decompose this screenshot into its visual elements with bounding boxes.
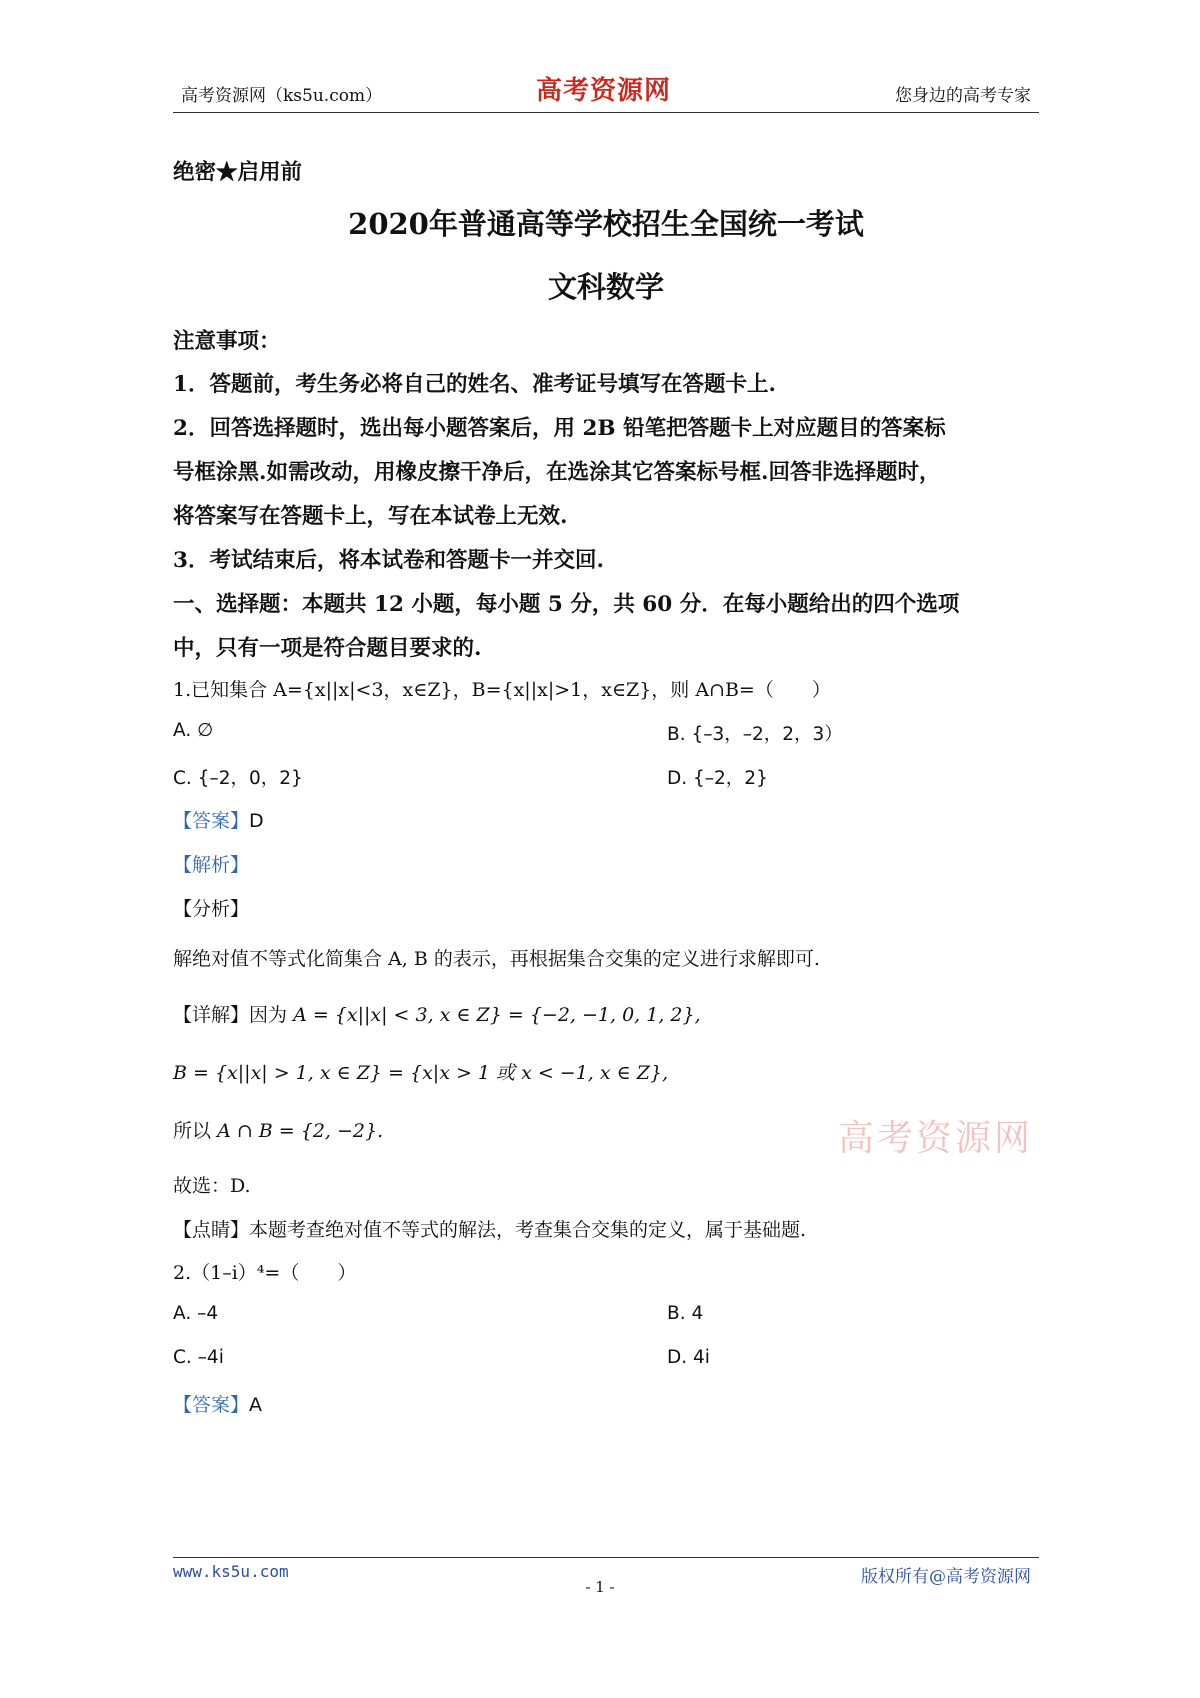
detail-formula-b: B = {x||x| > 1, x ∈ Z} = {x|x > 1 或 x < −1, x ∈ Z}, bbox=[173, 1062, 669, 1084]
watermark: 高考资源网 bbox=[838, 1118, 1034, 1159]
detail-prefix: 所以 bbox=[173, 1120, 212, 1142]
notice-line: 2．回答选择题时，选出每小题答案后，用 2B 铅笔把答题卡上对应题目的答案标 bbox=[173, 416, 946, 441]
detail-formula-a: A = {x||x| < 3, x ∈ Z} = {−2, −1, 0, 1, 2}, bbox=[293, 1004, 701, 1026]
exam-title: 2020年普通高等学校招生全国统一考试 bbox=[348, 207, 864, 241]
answer-tag: 【答案】 bbox=[173, 810, 250, 832]
header-logo: 高考资源网 bbox=[536, 76, 672, 106]
q1-choose: 故选：D. bbox=[173, 1175, 251, 1197]
q2-option-c: C. –4i bbox=[173, 1347, 224, 1368]
header-right-text: 您身边的高考专家 bbox=[895, 86, 1031, 106]
q1-fenxi-text: 解绝对值不等式化简集合 A, B 的表示，再根据集合交集的定义进行求解即可. bbox=[173, 948, 820, 970]
q1-detail-line-2 bbox=[173, 1058, 668, 1085]
page-footer bbox=[173, 1557, 1039, 1587]
footer-site-link[interactable]: www.ks5u.com bbox=[173, 1562, 289, 1581]
q1-option-d: D. {–2，2} bbox=[667, 768, 768, 789]
q1-analysis-tag: 【解析】 bbox=[173, 854, 250, 876]
q2-option-a: A. –4 bbox=[173, 1303, 219, 1324]
q1-option-b: B. {–3，–2，2，3） bbox=[667, 724, 843, 745]
notice-line: 将答案写在答题卡上，写在本试卷上无效. bbox=[173, 504, 568, 529]
section-heading-line: 中，只有一项是符合题目要求的. bbox=[173, 636, 482, 661]
notice-line: 3．考试结束后，将本试卷和答题卡一并交回. bbox=[173, 548, 604, 573]
q1-remark bbox=[173, 1215, 806, 1242]
q1-detail-line-1 bbox=[173, 1000, 701, 1027]
q2-option-b: B. 4 bbox=[667, 1303, 704, 1324]
question-1-stem: 1.已知集合 A={x||x|<3，x∈Z}，B={x||x|>1，x∈Z}，则 A∩B=（ ） bbox=[173, 679, 831, 701]
classification-label: 绝密★启用前 bbox=[173, 160, 303, 185]
q1-answer bbox=[173, 806, 264, 833]
notice-line: 1．答题前，考生务必将自己的姓名、准考证号填写在答题卡上. bbox=[173, 372, 776, 397]
q2-answer bbox=[173, 1390, 262, 1417]
exam-subtitle: 文科数学 bbox=[547, 270, 664, 304]
page-number: - 1 - bbox=[585, 1578, 615, 1596]
q2-option-d: D. 4i bbox=[667, 1347, 710, 1368]
question-2-stem: 2.（1–i）⁴=（ ） bbox=[173, 1262, 357, 1284]
answer-value: D bbox=[249, 810, 264, 832]
q1-fenxi-tag: 【分析】 bbox=[173, 898, 250, 920]
q1-option-a: A. ∅ bbox=[173, 720, 214, 741]
section-heading-line: 一、选择题：本题共 12 小题，每小题 5 分，共 60 分．在每小题给出的四个选项 bbox=[173, 592, 960, 617]
detail-tag: 【详解】因为 bbox=[173, 1004, 288, 1026]
q1-detail-line-3 bbox=[173, 1116, 383, 1143]
footer-copyright: 版权所有@高考资源网 bbox=[861, 1567, 1031, 1587]
answer-tag: 【答案】 bbox=[173, 1394, 250, 1416]
notice-heading: 注意事项： bbox=[173, 329, 281, 354]
notice-line: 号框涂黑.如需改动，用橡皮擦干净后，在选涂其它答案标号框.回答非选择题时， bbox=[173, 460, 941, 485]
header-left-text: 高考资源网（ks5u.com） bbox=[181, 86, 383, 106]
detail-formula-c: A ∩ B = {2, −2}. bbox=[217, 1120, 384, 1142]
answer-value: A bbox=[249, 1394, 263, 1416]
remark-text: 本题考查绝对值不等式的解法，考查集合交集的定义，属于基础题. bbox=[249, 1219, 807, 1241]
remark-tag: 【点睛】 bbox=[173, 1219, 250, 1241]
q1-option-c: C. {–2，0，2} bbox=[173, 768, 303, 789]
